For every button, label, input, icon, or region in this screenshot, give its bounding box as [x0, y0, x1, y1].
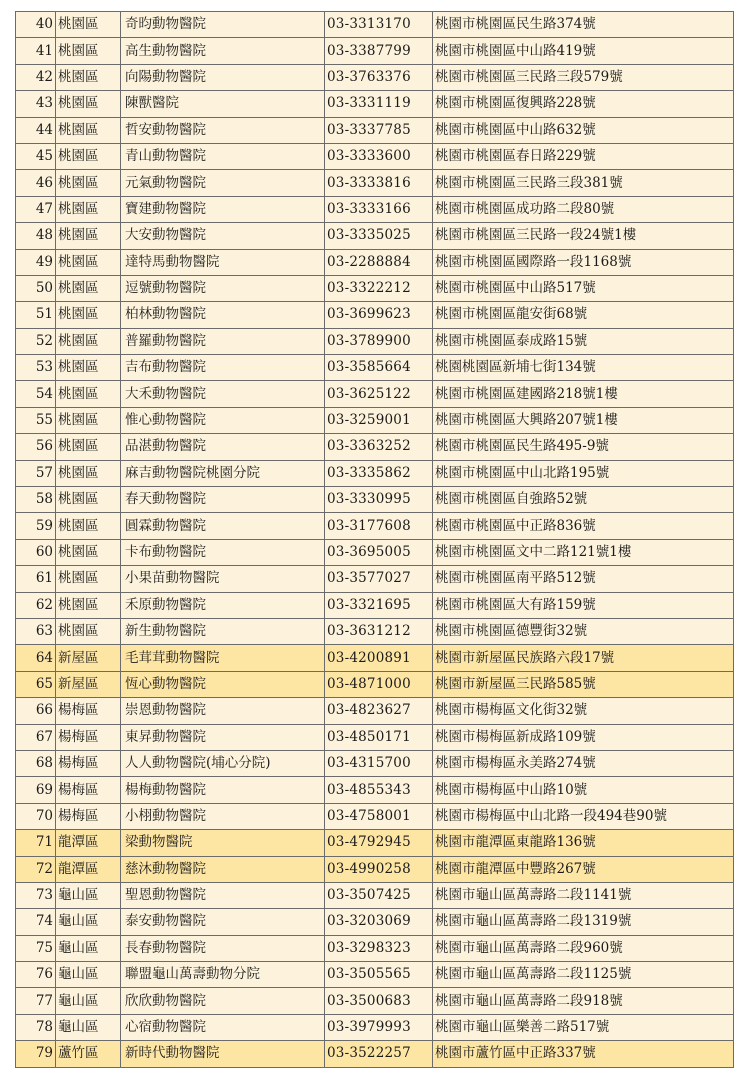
address-cell: 桃園市桃園區三民路三段381號: [433, 170, 734, 196]
clinic-table-body: [16, 12, 734, 1068]
phone-cell: 03-3631212: [325, 618, 433, 644]
row-number: 66: [16, 698, 56, 724]
row-number: 56: [16, 434, 56, 460]
clinic-name-cell: 新生動物醫院: [121, 618, 325, 644]
address-cell: 桃園市桃園區中正路836號: [433, 513, 734, 539]
row-number: 60: [16, 539, 56, 565]
clinic-name-cell: 人人動物醫院(埔心分院): [121, 750, 325, 776]
row-number: 43: [16, 91, 56, 117]
clinic-name-cell: 品湛動物醫院: [121, 434, 325, 460]
clinic-name-cell: 陳獸醫院: [121, 91, 325, 117]
address-cell: 桃園市龜山區萬壽路二段1319號: [433, 909, 734, 935]
phone-cell: 03-3505565: [325, 962, 433, 988]
district-cell: 新屋區: [56, 645, 121, 671]
clinic-name-cell: 大安動物醫院: [121, 223, 325, 249]
address-cell: 桃園市桃園區建國路218號1樓: [433, 381, 734, 407]
address-cell: 桃園市桃園區中山路632號: [433, 117, 734, 143]
phone-cell: 03-3500683: [325, 988, 433, 1014]
address-cell: 桃園市桃園區大有路159號: [433, 592, 734, 618]
table-row: [16, 223, 734, 249]
district-cell: 桃園區: [56, 328, 121, 354]
table-row: [16, 962, 734, 988]
table-row: [16, 64, 734, 90]
district-cell: 龜山區: [56, 962, 121, 988]
table-row: [16, 882, 734, 908]
table-row: [16, 407, 734, 433]
address-cell: 桃園市楊梅區永美路274號: [433, 750, 734, 776]
clinic-name-cell: 青山動物醫院: [121, 143, 325, 169]
table-row: [16, 777, 734, 803]
district-cell: 桃園區: [56, 12, 121, 38]
district-cell: 桃園區: [56, 566, 121, 592]
clinic-name-cell: 梁動物醫院: [121, 830, 325, 856]
clinic-name-cell: 聯盟龜山萬壽動物分院: [121, 962, 325, 988]
clinic-name-cell: 吉布動物醫院: [121, 355, 325, 381]
phone-cell: 03-4315700: [325, 750, 433, 776]
phone-cell: 03-3763376: [325, 64, 433, 90]
phone-cell: 03-2288884: [325, 249, 433, 275]
phone-cell: 03-3335862: [325, 460, 433, 486]
row-number: 51: [16, 302, 56, 328]
address-cell: 桃園市桃園區三民路三段579號: [433, 64, 734, 90]
clinic-name-cell: 楊梅動物醫院: [121, 777, 325, 803]
clinic-name-cell: 達特馬動物醫院: [121, 249, 325, 275]
district-cell: 桃園區: [56, 487, 121, 513]
row-number: 75: [16, 935, 56, 961]
table-row: [16, 143, 734, 169]
address-cell: 桃園市桃園區成功路二段80號: [433, 196, 734, 222]
district-cell: 桃園區: [56, 355, 121, 381]
address-cell: 桃園市楊梅區中山路10號: [433, 777, 734, 803]
district-cell: 楊梅區: [56, 750, 121, 776]
phone-cell: 03-3577027: [325, 566, 433, 592]
clinic-name-cell: 泰安動物醫院: [121, 909, 325, 935]
row-number: 44: [16, 117, 56, 143]
phone-cell: 03-3979993: [325, 1014, 433, 1040]
district-cell: 桃園區: [56, 38, 121, 64]
clinic-table: [15, 11, 734, 1068]
clinic-name-cell: 小栩動物醫院: [121, 803, 325, 829]
district-cell: 桃園區: [56, 249, 121, 275]
row-number: 41: [16, 38, 56, 64]
phone-cell: 03-3313170: [325, 12, 433, 38]
clinic-name-cell: 小果苗動物醫院: [121, 566, 325, 592]
district-cell: 桃園區: [56, 91, 121, 117]
phone-cell: 03-4792945: [325, 830, 433, 856]
clinic-name-cell: 卡布動物醫院: [121, 539, 325, 565]
row-number: 55: [16, 407, 56, 433]
address-cell: 桃園市楊梅區文化街32號: [433, 698, 734, 724]
table-row: [16, 460, 734, 486]
table-row: [16, 434, 734, 460]
phone-cell: 03-3699623: [325, 302, 433, 328]
district-cell: 桃園區: [56, 196, 121, 222]
table-row: [16, 513, 734, 539]
phone-cell: 03-4850171: [325, 724, 433, 750]
table-row: [16, 856, 734, 882]
row-number: 65: [16, 671, 56, 697]
row-number: 68: [16, 750, 56, 776]
district-cell: 桃園區: [56, 223, 121, 249]
table-row: [16, 618, 734, 644]
table-row: [16, 249, 734, 275]
row-number: 74: [16, 909, 56, 935]
table-row: [16, 750, 734, 776]
district-cell: 桃園區: [56, 117, 121, 143]
table-row: [16, 724, 734, 750]
table-row: [16, 381, 734, 407]
row-number: 46: [16, 170, 56, 196]
clinic-name-cell: 東昇動物醫院: [121, 724, 325, 750]
phone-cell: 03-3330995: [325, 487, 433, 513]
row-number: 67: [16, 724, 56, 750]
row-number: 79: [16, 1041, 56, 1067]
clinic-name-cell: 崇恩動物醫院: [121, 698, 325, 724]
table-row: [16, 830, 734, 856]
address-cell: 桃園市楊梅區新成路109號: [433, 724, 734, 750]
phone-cell: 03-4990258: [325, 856, 433, 882]
district-cell: 桃園區: [56, 434, 121, 460]
phone-cell: 03-4823627: [325, 698, 433, 724]
table-row: [16, 592, 734, 618]
phone-cell: 03-3177608: [325, 513, 433, 539]
address-cell: 桃園市桃園區南平路512號: [433, 566, 734, 592]
table-row: [16, 803, 734, 829]
phone-cell: 03-4855343: [325, 777, 433, 803]
clinic-name-cell: 春天動物醫院: [121, 487, 325, 513]
phone-cell: 03-3625122: [325, 381, 433, 407]
clinic-name-cell: 毛茸茸動物醫院: [121, 645, 325, 671]
table-row: [16, 671, 734, 697]
address-cell: 桃園市桃園區中山北路195號: [433, 460, 734, 486]
row-number: 69: [16, 777, 56, 803]
clinic-name-cell: 寶建動物醫院: [121, 196, 325, 222]
district-cell: 桃園區: [56, 143, 121, 169]
table-row: [16, 988, 734, 1014]
row-number: 50: [16, 275, 56, 301]
phone-cell: 03-4200891: [325, 645, 433, 671]
district-cell: 楊梅區: [56, 777, 121, 803]
address-cell: 桃園市龜山區萬壽路二段1125號: [433, 962, 734, 988]
address-cell: 桃園市桃園區中山路419號: [433, 38, 734, 64]
row-number: 70: [16, 803, 56, 829]
table-row: [16, 38, 734, 64]
row-number: 61: [16, 566, 56, 592]
phone-cell: 03-3387799: [325, 38, 433, 64]
table-row: [16, 1041, 734, 1067]
address-cell: 桃園市桃園區復興路228號: [433, 91, 734, 117]
phone-cell: 03-3259001: [325, 407, 433, 433]
clinic-name-cell: 禾原動物醫院: [121, 592, 325, 618]
table-row: [16, 170, 734, 196]
clinic-name-cell: 普羅動物醫院: [121, 328, 325, 354]
district-cell: 桃園區: [56, 592, 121, 618]
table-row: [16, 117, 734, 143]
table-row: [16, 1014, 734, 1040]
address-cell: 桃園市桃園區民生路495-9號: [433, 434, 734, 460]
district-cell: 蘆竹區: [56, 1041, 121, 1067]
row-number: 48: [16, 223, 56, 249]
district-cell: 桃園區: [56, 618, 121, 644]
address-cell: 桃園市龜山區萬壽路二段960號: [433, 935, 734, 961]
clinic-name-cell: 麻吉動物醫院桃園分院: [121, 460, 325, 486]
phone-cell: 03-3335025: [325, 223, 433, 249]
address-cell: 桃園市龜山區萬壽路二段918號: [433, 988, 734, 1014]
row-number: 57: [16, 460, 56, 486]
address-cell: 桃園市桃園區自強路52號: [433, 487, 734, 513]
district-cell: 新屋區: [56, 671, 121, 697]
phone-cell: 03-4871000: [325, 671, 433, 697]
clinic-name-cell: 心宿動物醫院: [121, 1014, 325, 1040]
district-cell: 龜山區: [56, 988, 121, 1014]
clinic-name-cell: 惟心動物醫院: [121, 407, 325, 433]
table-row: [16, 698, 734, 724]
clinic-name-cell: 慈沐動物醫院: [121, 856, 325, 882]
row-number: 53: [16, 355, 56, 381]
clinic-name-cell: 長春動物醫院: [121, 935, 325, 961]
district-cell: 桃園區: [56, 539, 121, 565]
district-cell: 桃園區: [56, 381, 121, 407]
district-cell: 桃園區: [56, 460, 121, 486]
address-cell: 桃園市龜山區萬壽路二段1141號: [433, 882, 734, 908]
phone-cell: 03-4758001: [325, 803, 433, 829]
district-cell: 龍潭區: [56, 856, 121, 882]
clinic-name-cell: 恆心動物醫院: [121, 671, 325, 697]
address-cell: 桃園市蘆竹區中正路337號: [433, 1041, 734, 1067]
phone-cell: 03-3522257: [325, 1041, 433, 1067]
row-number: 72: [16, 856, 56, 882]
district-cell: 龜山區: [56, 882, 121, 908]
phone-cell: 03-3331119: [325, 91, 433, 117]
table-row: [16, 487, 734, 513]
table-row: [16, 645, 734, 671]
table-row: [16, 935, 734, 961]
phone-cell: 03-3333600: [325, 143, 433, 169]
clinic-name-cell: 哲安動物醫院: [121, 117, 325, 143]
district-cell: 龜山區: [56, 935, 121, 961]
row-number: 45: [16, 143, 56, 169]
row-number: 71: [16, 830, 56, 856]
phone-cell: 03-3322212: [325, 275, 433, 301]
row-number: 64: [16, 645, 56, 671]
address-cell: 桃園市龍潭區東龍路136號: [433, 830, 734, 856]
row-number: 49: [16, 249, 56, 275]
district-cell: 桃園區: [56, 64, 121, 90]
district-cell: 桃園區: [56, 407, 121, 433]
row-number: 76: [16, 962, 56, 988]
district-cell: 桃園區: [56, 275, 121, 301]
district-cell: 桃園區: [56, 170, 121, 196]
address-cell: 桃園市桃園區龍安街68號: [433, 302, 734, 328]
phone-cell: 03-3333816: [325, 170, 433, 196]
district-cell: 桃園區: [56, 302, 121, 328]
clinic-name-cell: 元氣動物醫院: [121, 170, 325, 196]
clinic-name-cell: 柏林動物醫院: [121, 302, 325, 328]
district-cell: 龍潭區: [56, 830, 121, 856]
row-number: 54: [16, 381, 56, 407]
row-number: 42: [16, 64, 56, 90]
district-cell: 楊梅區: [56, 724, 121, 750]
phone-cell: 03-3363252: [325, 434, 433, 460]
clinic-name-cell: 奇昀動物醫院: [121, 12, 325, 38]
row-number: 47: [16, 196, 56, 222]
table-row: [16, 91, 734, 117]
address-cell: 桃園市桃園區三民路一段24號1樓: [433, 223, 734, 249]
row-number: 73: [16, 882, 56, 908]
clinic-name-cell: 向陽動物醫院: [121, 64, 325, 90]
table-row: [16, 355, 734, 381]
district-cell: 桃園區: [56, 513, 121, 539]
address-cell: 桃園市桃園區春日路229號: [433, 143, 734, 169]
phone-cell: 03-3321695: [325, 592, 433, 618]
address-cell: 桃園市桃園區民生路374號: [433, 12, 734, 38]
address-cell: 桃園市龜山區樂善二路517號: [433, 1014, 734, 1040]
address-cell: 桃園市新屋區民族路六段17號: [433, 645, 734, 671]
phone-cell: 03-3695005: [325, 539, 433, 565]
phone-cell: 03-3585664: [325, 355, 433, 381]
clinic-name-cell: 大禾動物醫院: [121, 381, 325, 407]
address-cell: 桃園市桃園區德豐街32號: [433, 618, 734, 644]
row-number: 59: [16, 513, 56, 539]
phone-cell: 03-3203069: [325, 909, 433, 935]
clinic-name-cell: 高生動物醫院: [121, 38, 325, 64]
table-row: [16, 12, 734, 38]
phone-cell: 03-3333166: [325, 196, 433, 222]
clinic-name-cell: 聖恩動物醫院: [121, 882, 325, 908]
address-cell: 桃園市桃園區大興路207號1樓: [433, 407, 734, 433]
phone-cell: 03-3507425: [325, 882, 433, 908]
table-row: [16, 539, 734, 565]
table-row: [16, 275, 734, 301]
row-number: 40: [16, 12, 56, 38]
table-row: [16, 328, 734, 354]
district-cell: 楊梅區: [56, 698, 121, 724]
address-cell: 桃園市桃園區泰成路15號: [433, 328, 734, 354]
address-cell: 桃園桃園區新埔七街134號: [433, 355, 734, 381]
phone-cell: 03-3337785: [325, 117, 433, 143]
clinic-name-cell: 欣欣動物醫院: [121, 988, 325, 1014]
clinic-name-cell: 逗號動物醫院: [121, 275, 325, 301]
address-cell: 桃園市新屋區三民路585號: [433, 671, 734, 697]
address-cell: 桃園市桃園區文中二路121號1樓: [433, 539, 734, 565]
table-row: [16, 196, 734, 222]
row-number: 62: [16, 592, 56, 618]
district-cell: 龜山區: [56, 909, 121, 935]
table-row: [16, 566, 734, 592]
district-cell: 楊梅區: [56, 803, 121, 829]
clinic-name-cell: 新時代動物醫院: [121, 1041, 325, 1067]
row-number: 52: [16, 328, 56, 354]
row-number: 58: [16, 487, 56, 513]
phone-cell: 03-3789900: [325, 328, 433, 354]
clinic-name-cell: 圓霖動物醫院: [121, 513, 325, 539]
table-row: [16, 909, 734, 935]
district-cell: 龜山區: [56, 1014, 121, 1040]
address-cell: 桃園市桃園區中山路517號: [433, 275, 734, 301]
table-row: [16, 302, 734, 328]
row-number: 63: [16, 618, 56, 644]
address-cell: 桃園市桃園區國際路一段1168號: [433, 249, 734, 275]
phone-cell: 03-3298323: [325, 935, 433, 961]
row-number: 78: [16, 1014, 56, 1040]
address-cell: 桃園市龍潭區中豐路267號: [433, 856, 734, 882]
address-cell: 桃園市楊梅區中山北路一段494巷90號: [433, 803, 734, 829]
row-number: 77: [16, 988, 56, 1014]
